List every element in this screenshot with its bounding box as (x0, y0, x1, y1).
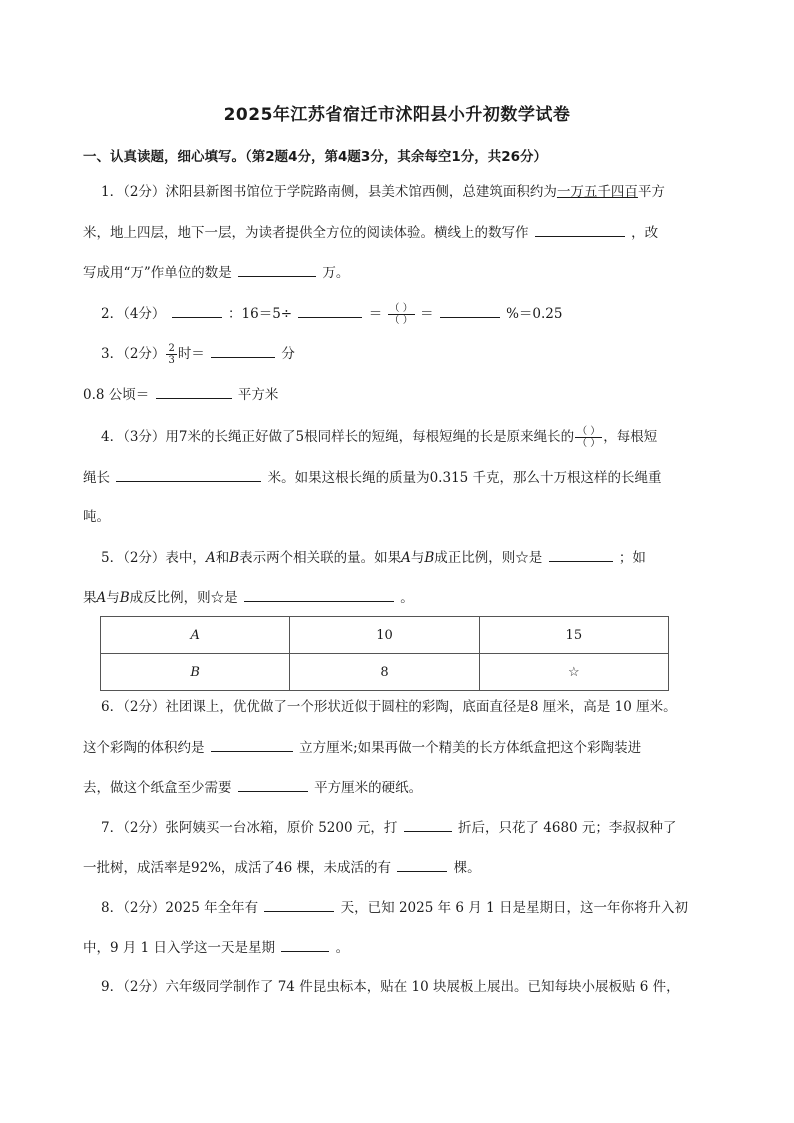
fraction-blank[interactable] (575, 426, 602, 449)
table-cell: A (101, 617, 290, 654)
q8-text: 。 (335, 940, 350, 956)
variable-b: B (424, 550, 435, 566)
q5-text: 与 (410, 550, 425, 566)
table-cell: B (101, 654, 290, 691)
q4-text: 米。如果这根长绳的质量为0.315 千克，那么十万根这样的长绳重 (267, 470, 662, 486)
table-cell: 8 (290, 654, 479, 691)
question-5-line-1 (101, 547, 646, 568)
q4-text: 4．（3分）用7米的长绳正好做了5根同样长的短绳，每根短绳的长是原来绳长的 (101, 429, 575, 445)
q7-text: 7．（2分）张阿姨买一台冰箱，原价 5200 元，打 (101, 820, 398, 836)
fraction-blank[interactable] (388, 303, 415, 326)
q7-text: 折后，只花了 4680 元；李叔叔种了 (457, 820, 677, 836)
fraction-numerator: （ ） (389, 303, 413, 314)
answer-blank[interactable] (172, 303, 222, 318)
answer-blank[interactable] (264, 897, 334, 912)
q1-text: 万。 (322, 265, 350, 281)
question-7-line-1 (101, 817, 676, 838)
variable-a: A (205, 550, 216, 566)
question-4-line-2 (83, 467, 662, 488)
question-4-line-3 (83, 507, 110, 527)
table-row (101, 617, 669, 654)
answer-blank[interactable] (211, 343, 275, 358)
q3-text: 时＝ (177, 346, 205, 362)
q5-text: 和 (215, 550, 230, 566)
q5-text: 5．（2分）表中， (101, 550, 206, 566)
question-3-line-1 (101, 343, 295, 366)
question-3-line-2 (83, 384, 278, 405)
table-row (101, 654, 669, 691)
fraction-numerator: 2 (168, 343, 175, 354)
fraction-denominator: （ ） (389, 315, 413, 326)
answer-blank[interactable] (156, 384, 232, 399)
q7-text: 一批树，成活率是92%，成活了46 棵，未成活的有 (83, 860, 391, 876)
q2-text: %＝0.25 (506, 306, 563, 322)
q3-text: 分 (281, 346, 295, 362)
table-cell: 10 (290, 617, 479, 654)
answer-blank[interactable] (281, 937, 329, 952)
question-2 (101, 303, 562, 326)
answer-blank[interactable] (244, 587, 394, 602)
q1-text: 米，地上四层，地下一层，为读者提供全方位的阅读体验。横线上的数写作 (83, 225, 529, 241)
question-1-line-3 (83, 262, 349, 283)
answer-blank[interactable] (238, 262, 316, 277)
q5-text: 。 (400, 590, 414, 606)
fraction (166, 343, 176, 366)
q1-underlined-number: 一万五千四百 (556, 184, 638, 200)
question-8-line-1 (101, 897, 688, 918)
ab-table (100, 616, 669, 691)
q3-text: 0.8 公顷＝ (83, 387, 150, 403)
section-heading: 一、认真读题，细心填写。（第2题4分，第4题3分，其余每空1分，共26分） (83, 149, 548, 165)
variable-b: B (119, 590, 130, 606)
variable-a: A (96, 590, 107, 606)
table-cell: ☆ (479, 654, 668, 691)
q1-text: ，改 (631, 225, 659, 241)
q3-label: 3．（2分） (101, 346, 166, 362)
q7-text: 棵。 (453, 860, 481, 876)
answer-blank[interactable] (535, 222, 625, 237)
variable-a: A (401, 550, 411, 566)
q5-text: 成反比例，则☆是 (129, 590, 238, 606)
page-title: 2025年江苏省宿迁市沭阳县小升初数学试卷 (223, 105, 571, 125)
q2-text: ＝ (368, 306, 383, 322)
q1-text-end: 平方 (637, 184, 665, 200)
q3-text: 平方米 (237, 387, 279, 403)
fraction-denominator: 3 (168, 355, 175, 366)
q6-text: 平方厘米的硬纸。 (314, 780, 423, 796)
q5-text: 表示两个相关联的量。如果 (239, 550, 402, 566)
fraction-denominator: （ ） (577, 438, 601, 449)
q2-text: ：16＝5÷ (228, 306, 293, 322)
q6-text: 去，做这个纸盒至少需要 (83, 780, 232, 796)
table-cell: 15 (479, 617, 668, 654)
q5-text: 果 (83, 590, 97, 606)
answer-blank[interactable] (298, 303, 362, 318)
q2-label: 2．（4分） (101, 306, 166, 322)
q1-text: 1．（2分）沭阳县新图书馆位于学院路南侧，县美术馆西侧，总建筑面积约为 (101, 184, 557, 200)
answer-blank[interactable] (116, 467, 261, 482)
q1-text: 写成用“万”作单位的数是 (83, 265, 232, 281)
q8-text: 8．（2分）2025 年全年有 (101, 900, 259, 916)
answer-blank[interactable] (211, 737, 293, 752)
question-7-line-2 (83, 857, 481, 878)
variable-b: B (229, 550, 240, 566)
answer-blank[interactable] (238, 777, 308, 792)
question-1-line-2 (83, 222, 658, 243)
question-8-line-2 (83, 937, 349, 958)
question-9-line-1: 9．（2分）六年级同学制作了 74 件昆虫标本，贴在 10 块展板上展出。已知每块小展板贴 6 件， (101, 979, 680, 995)
q6-text: 这个彩陶的体积约是 (83, 740, 205, 756)
answer-blank[interactable] (397, 857, 447, 872)
question-6-line-1: 6．（2分）社团课上，优优做了一个形状近似于圆柱的彩陶，底面直径是8 厘米，高是 10 厘米。 (101, 699, 677, 715)
answer-blank[interactable] (549, 547, 613, 562)
q8-text: 中，9 月 1 日入学这一天是星期 (83, 940, 276, 956)
q2-text: ＝ (420, 306, 434, 322)
fraction-numerator: （ ） (577, 426, 601, 437)
question-6-line-2 (83, 737, 641, 758)
q4-text: ，每根短 (603, 429, 658, 445)
question-6-line-3 (83, 777, 422, 798)
question-5-line-2 (83, 587, 414, 608)
q4-text: 绳长 (83, 470, 110, 486)
q4-text: 吨。 (83, 509, 110, 525)
q5-text: 成正比例，则☆是 (434, 550, 543, 566)
q5-text: ；如 (618, 550, 646, 566)
q8-text: 天，已知 2025 年 6 月 1 日是星期日，这一年你将升入初 (340, 900, 688, 916)
question-4-line-1 (101, 426, 657, 449)
answer-blank[interactable] (404, 817, 452, 832)
answer-blank[interactable] (440, 303, 500, 318)
question-1-line-1 (101, 182, 665, 202)
q6-text: 立方厘米;如果再做一个精美的长方体纸盒把这个彩陶装进 (299, 740, 642, 756)
q5-text: 与 (106, 590, 120, 606)
